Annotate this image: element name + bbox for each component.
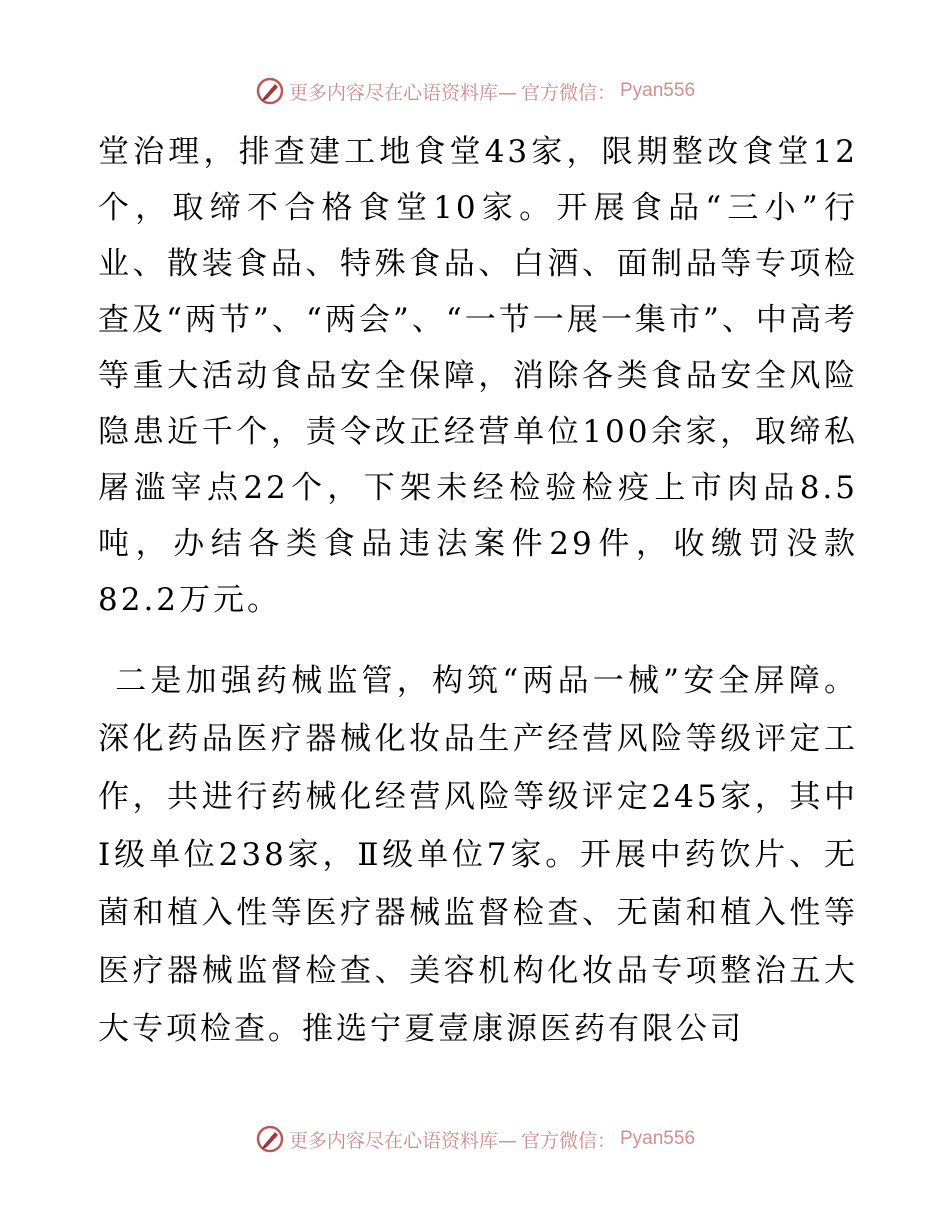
pen-logo-icon xyxy=(255,1124,285,1154)
document-body xyxy=(98,124,858,1058)
paragraph-2 xyxy=(98,652,858,1058)
header-watermark xyxy=(0,76,950,106)
watermark-handle: Pyan556 xyxy=(620,1128,696,1149)
paragraph-2-text: 二是加强药械监管，构筑“两品一械”安全屏障。深化药品医疗器械化妆品生产经营风险等级评定工作，共进行药械化经营风险等级评定245家，其中Ⅰ级单位238家，Ⅱ级单位7家。开展中药饮片、无菌和植入性等医疗器械监督检查、无菌和植入性等医疗器械监督检查、美容机构化妆品专项整治五大大专项检查。推选宁夏壹康源医药有限公司 xyxy=(98,663,858,1047)
pen-logo-icon xyxy=(255,76,285,106)
watermark-wechat-text: 官方微信： xyxy=(520,1129,616,1152)
watermark-brand-text: 更多内容尽在心语资料库— xyxy=(288,1129,517,1152)
watermark-brand-text: 更多内容尽在心语资料库— xyxy=(288,81,517,104)
watermark-handle: Pyan556 xyxy=(620,80,696,101)
paragraph-1: 堂治理，排查建工地食堂43家，限期整改食堂12个，取缔不合格食堂10家。开展食品“三小”行业、散装食品、特殊食品、白酒、面制品等专项检查及“两节”、“两会”、“一节一展一集市”、中高考等重大活动食品安全保障，消除各类食品安全风险隐患近千个，责令改正经营单位100余家，取缔私屠滥宰点22个，下架未经检验检疫上市肉品8.5吨，办结各类食品违法案件29件，收缴罚没款82.2万元。 xyxy=(98,134,859,618)
watermark-wechat-text: 官方微信： xyxy=(520,81,616,104)
footer-watermark xyxy=(0,1124,950,1154)
